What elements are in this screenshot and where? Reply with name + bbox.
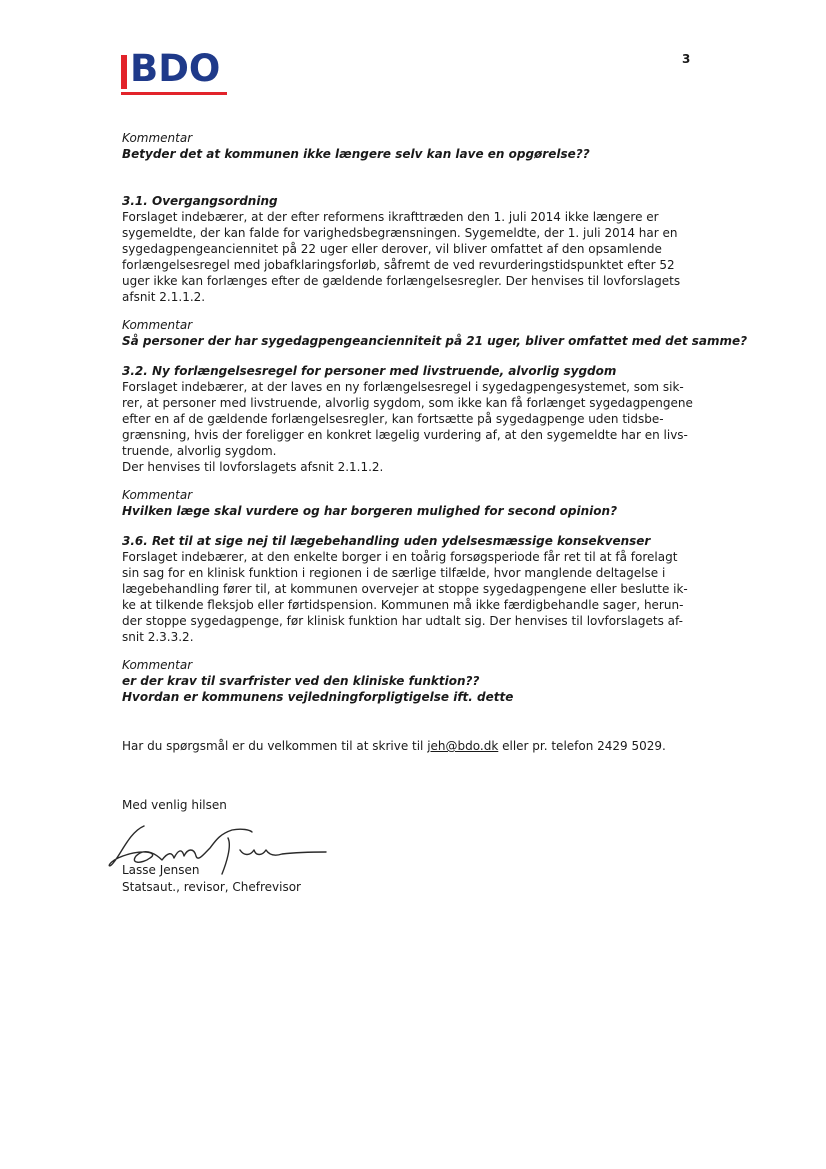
body-line: der stoppe sygedagpenge, før klinisk funktion har udtalt sig. Der henvises til lovforslagets af-: [122, 614, 683, 628]
section-3-1: [122, 193, 688, 305]
body-line: sygedagpengeanciennitet på 22 uger eller derover, vil bliver omfattet af den opsamlende: [122, 242, 662, 256]
section-3-6: [122, 533, 688, 645]
comment-label: Kommentar: [122, 488, 193, 502]
comment-text: Så personer der har sygedagpengeancienniteit på 21 uger, bliver omfattet med det samme?: [122, 334, 748, 348]
page-number: 3: [682, 52, 691, 66]
comment-block-3: [122, 487, 688, 519]
body-line: rer, at personer med livstruende, alvorlig sygdom, som ikke kan få forlænget sygedagpengene: [122, 396, 693, 410]
body-line: forlængelsesregel med jobafklaringsforløb, såfremt de ved revurderingstidspunktet efter 52: [122, 258, 675, 272]
comment-block-4: [122, 657, 688, 705]
comment-text: Hvordan er kommunens vejledningforpligtigelse ift. dette: [122, 690, 514, 704]
body-line: sygemeldte, der kan falde for varighedsbegrænsningen. Sygemeldte, der 1. juli 2014 har en: [122, 226, 678, 240]
body-line: snit 2.3.3.2.: [122, 630, 194, 644]
body-line: grænsning, hvis der foreligger en konkret lægelig vurdering af, at den sygemeldte har en livs-: [122, 428, 688, 442]
contact-line: [122, 738, 688, 754]
greeting-text: Med venlig hilsen: [122, 798, 227, 812]
sender-name: Lasse Jensen: [122, 863, 200, 877]
bdo-logo: [121, 49, 229, 97]
comment-label: Kommentar: [122, 658, 193, 672]
section-heading: 3.1. Overgangsordning: [122, 194, 278, 208]
body-line: Forslaget indebærer, at der efter reformens ikrafttræden den 1. juli 2014 ikke længere er: [122, 210, 659, 224]
body-line: truende, alvorlig sygdom.: [122, 444, 277, 458]
body-line: Forslaget indebærer, at der laves en ny forlængelsesregel i sygedagpengesystemet, som sik-: [122, 380, 684, 394]
body-line: uger ikke kan forlænges efter de gældende forlængelsesregler. Der henvises til lovforslagets: [122, 274, 681, 288]
logo-red-bar: [121, 55, 127, 89]
comment-text: er der krav til svarfrister ved den kliniske funktion??: [122, 674, 480, 688]
email-link[interactable]: jeh@bdo.dk: [427, 739, 499, 753]
logo-text: BDO: [130, 47, 221, 90]
body-line: sin sag for en klinisk funktion i regionen i de særlige tilfælde, hvor manglende deltagelse i: [122, 566, 666, 580]
sender-title: Statsaut., revisor, Chefrevisor: [122, 880, 301, 894]
section-heading: 3.6. Ret til at sige nej til lægebehandling uden ydelsesmæssige konsekvenser: [122, 534, 651, 548]
comment-block-1: [122, 130, 688, 162]
body-line: afsnit 2.1.1.2.: [122, 290, 206, 304]
body-line: Forslaget indebærer, at den enkelte borger i en toårig forsøgsperiode får ret til at få forelagt: [122, 550, 678, 564]
comment-block-2: [122, 317, 748, 349]
contact-suffix: eller pr. telefon 2429 5029.: [498, 739, 666, 753]
body-line: Der henvises til lovforslagets afsnit 2.1.1.2.: [122, 460, 384, 474]
logo-red-underline: [121, 92, 227, 95]
comment-label: Kommentar: [122, 131, 193, 145]
contact-paragraph: [122, 738, 688, 754]
body-line: ke at tilkende fleksjob eller førtidspension. Kommunen må ikke færdigbehandle sager, herun-: [122, 598, 684, 612]
greeting: [122, 797, 688, 813]
body-line: efter en af de gældende forlængelsesregler, kan fortsætte på sygedagpenge uden tidsbe-: [122, 412, 664, 426]
comment-text: Hvilken læge skal vurdere og har borgeren mulighed for second opinion?: [122, 504, 618, 518]
section-heading: 3.2. Ny forlængelsesregel for personer med livstruende, alvorlig sygdom: [122, 364, 617, 378]
body-line: lægebehandling fører til, at kommunen overvejer at stoppe sygedagpengene eller beslutte ik-: [122, 582, 688, 596]
sender-block: [122, 862, 688, 896]
section-3-2: [122, 363, 693, 475]
comment-label: Kommentar: [122, 318, 193, 332]
comment-text: Betyder det at kommunen ikke længere selv kan lave en opgørelse??: [122, 147, 590, 161]
contact-prefix: Har du spørgsmål er du velkommen til at skrive til: [122, 739, 428, 753]
